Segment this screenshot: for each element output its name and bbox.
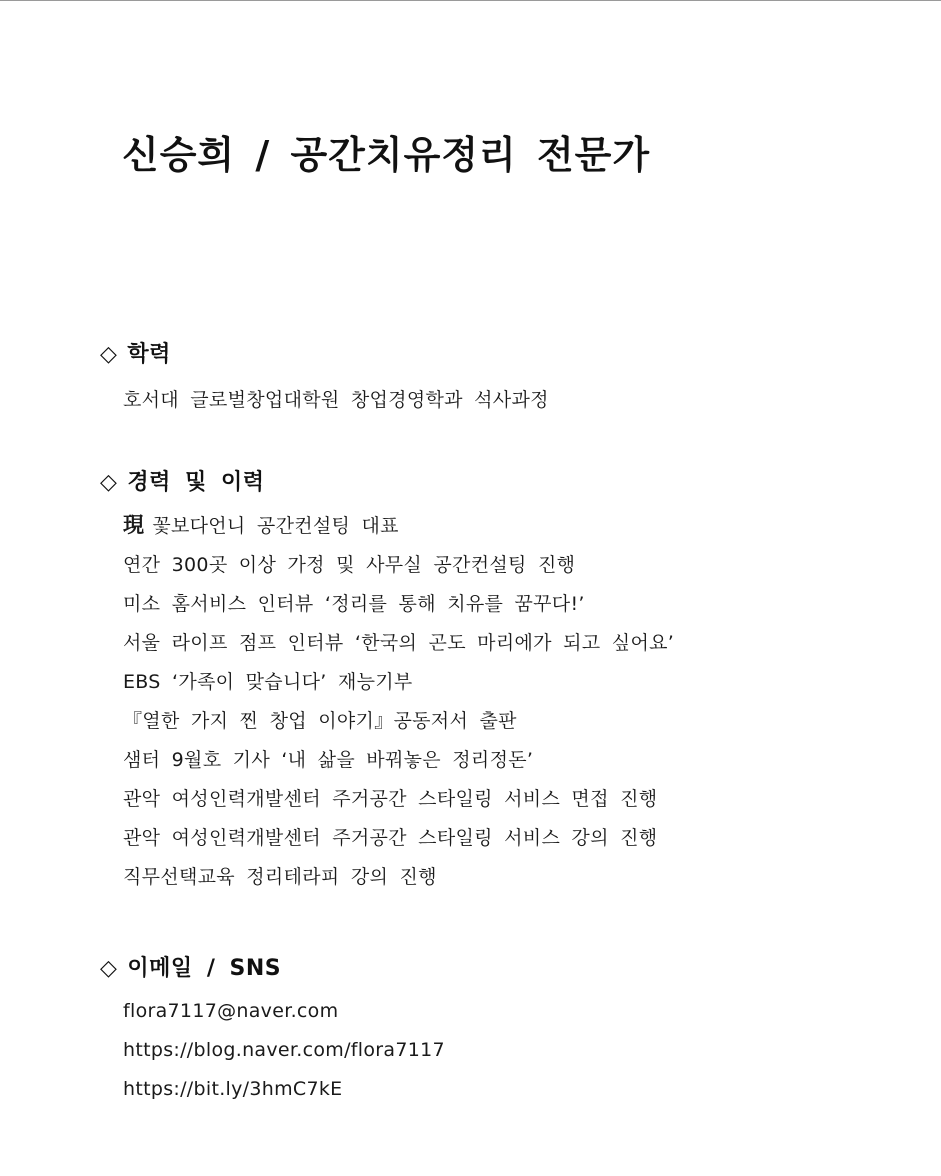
education-list — [100, 381, 549, 420]
career-list — [100, 506, 674, 897]
diamond-icon: ◇ — [100, 470, 118, 495]
current-position: 꽃보다언니 공간컨설팅 대표 — [152, 515, 399, 537]
email-address: flora7117@naver.com — [123, 1000, 339, 1022]
blog-url: https://blog.naver.com/flora7117 — [123, 1039, 445, 1061]
education-item: 호서대 글로벌창업대학원 창업경영학과 석사과정 — [123, 389, 549, 411]
diamond-icon: ◇ — [100, 956, 118, 981]
career-item: 연간 300곳 이상 가정 및 사무실 공간컨설팅 진행 — [123, 554, 576, 576]
career-section — [100, 468, 674, 897]
career-item: 샘터 9월호 기사 ‘내 삶을 바꿔놓은 정리정돈’ — [123, 749, 534, 771]
short-url: https://bit.ly/3hmC7kE — [123, 1078, 343, 1100]
career-item-current — [123, 506, 674, 546]
career-item: 미소 홈서비스 인터뷰 ‘정리를 통해 치유를 꿈꾸다!’ — [123, 593, 585, 615]
career-item: 직무선택교육 정리테라피 강의 진행 — [123, 866, 437, 888]
top-divider — [0, 0, 941, 1]
career-item: 관악 여성인력개발센터 주거공간 스타일링 서비스 면접 진행 — [123, 788, 658, 810]
career-item: EBS ‘가족이 맞습니다’ 재능기부 — [123, 671, 413, 693]
education-section — [100, 340, 549, 420]
career-heading — [100, 468, 674, 498]
contact-section — [100, 954, 445, 1109]
current-marker: 現 — [123, 513, 145, 537]
career-heading-label: 경력 및 이력 — [127, 470, 265, 495]
contact-list — [100, 992, 445, 1109]
diamond-icon: ◇ — [100, 342, 118, 367]
career-item: 『열한 가지 찐 창업 이야기』공동저서 출판 — [123, 710, 517, 732]
education-heading-label: 학력 — [127, 342, 171, 367]
education-heading — [100, 340, 549, 370]
career-item: 관악 여성인력개발센터 주거공간 스타일링 서비스 강의 진행 — [123, 827, 658, 849]
career-item: 서울 라이프 점프 인터뷰 ‘한국의 곤도 마리에가 되고 싶어요’ — [123, 632, 675, 654]
contact-heading-label: 이메일 / SNS — [127, 956, 282, 981]
page-title: 신승희 / 공간치유정리 전문가 — [122, 133, 651, 177]
contact-heading — [100, 954, 445, 984]
